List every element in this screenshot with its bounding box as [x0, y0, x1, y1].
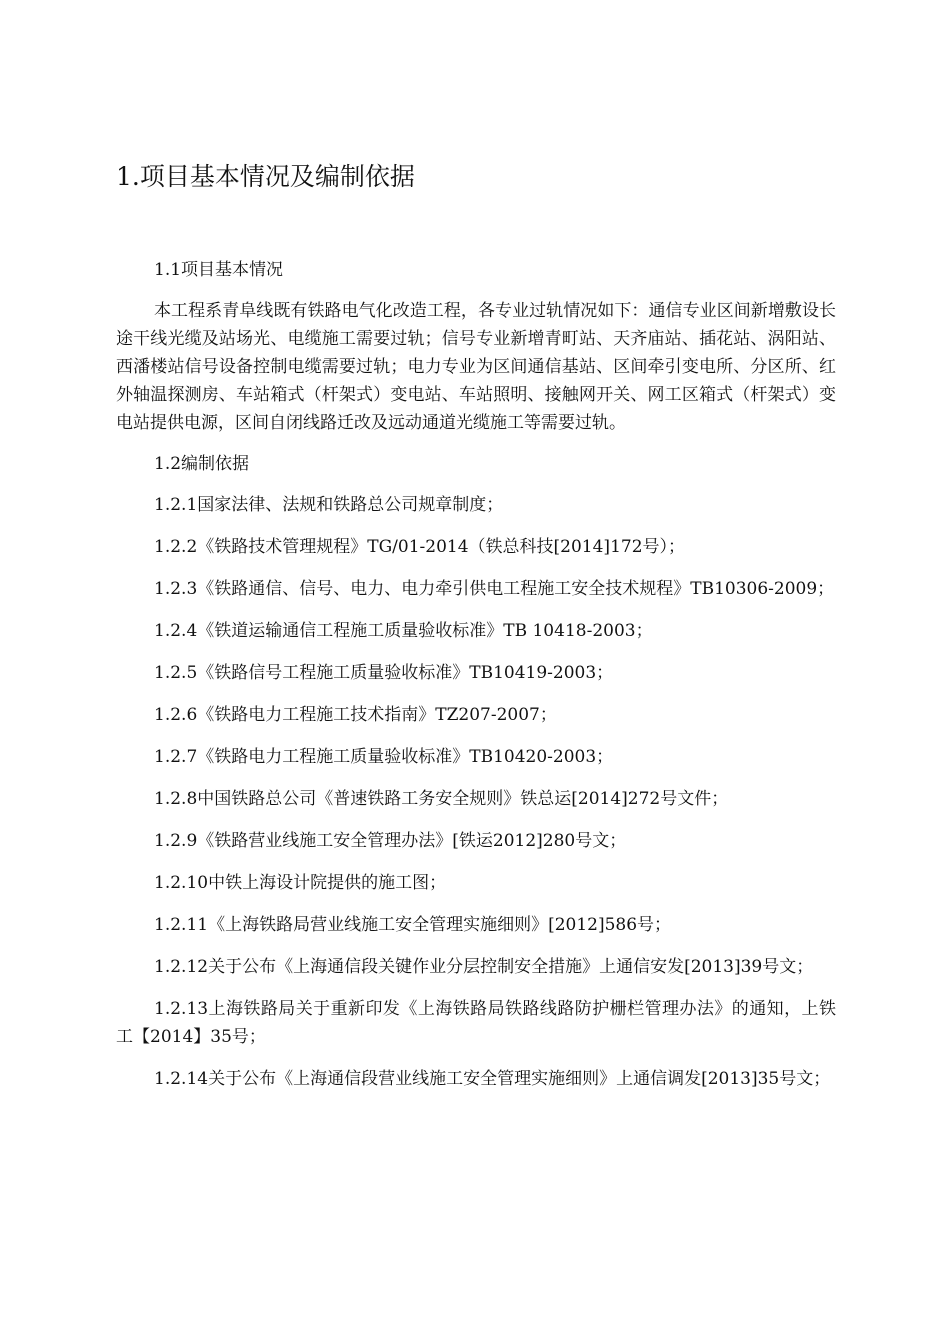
basis-item: 1.2.3《铁路通信、信号、电力、电力牵引供电工程施工安全技术规程》TB10306-2009； — [154, 579, 835, 599]
basis-item: 1.2.11《上海铁路局营业线施工安全管理实施细则》[2012]586号； — [154, 915, 672, 935]
section-title-1-2: 1.2编制依据 — [154, 454, 250, 474]
basis-item: 1.2.13上海铁路局关于重新印发《上海铁路局铁路线路防护栅栏管理办法》的通知，上铁工【2014】35号； — [116, 999, 836, 1047]
basis-item: 1.2.4《铁道运输通信工程施工质量验收标准》TB 10418-2003； — [154, 621, 653, 641]
section-title-1-1: 1.1项目基本情况 — [154, 260, 284, 280]
basis-item: 1.2.2《铁路技术管理规程》TG/01-2014（铁总科技[2014]172号）； — [154, 537, 686, 557]
page-title: 1.项目基本情况及编制依据 — [116, 162, 415, 191]
document-body — [116, 256, 836, 1107]
basis-item: 1.2.10中铁上海设计院提供的施工图； — [154, 873, 447, 893]
basis-item: 1.2.12关于公布《上海通信段关键作业分层控制安全措施》上通信安发[2013]39号文； — [154, 957, 814, 977]
basis-item: 1.2.5《铁路信号工程施工质量验收标准》TB10419-2003； — [154, 663, 614, 683]
basis-item: 1.2.14关于公布《上海通信段营业线施工安全管理实施细则》上通信调发[2013]35号文； — [154, 1069, 831, 1089]
project-description: 本工程系青阜线既有铁路电气化改造工程，各专业过轨情况如下：通信专业区间新增敷设长途干线光缆及站场光、电缆施工需要过轨；信号专业新增青町站、天齐庙站、插花站、涡阳站、西潘楼站信号设备控制电缆需要过轨；电力专业为区间通信基站、区间牵引变电所、分区所、红外轴温探测房、车站箱式（杆架式）变电站、车站照明、接触网开关、网工区箱式（杆架式）变电站提供电源，区间自闭线路迁改及远动通道光缆施工等需要过轨。 — [116, 301, 836, 433]
basis-item: 1.2.9《铁路营业线施工安全管理办法》[铁运2012]280号文； — [154, 831, 627, 851]
basis-item: 1.2.8中国铁路总公司《普速铁路工务安全规则》铁总运[2014]272号文件； — [154, 789, 729, 809]
basis-item: 1.2.6《铁路电力工程施工技术指南》TZ207-2007； — [154, 705, 557, 725]
basis-item: 1.2.1国家法律、法规和铁路总公司规章制度； — [154, 495, 504, 515]
basis-item: 1.2.7《铁路电力工程施工质量验收标准》TB10420-2003； — [154, 747, 614, 767]
